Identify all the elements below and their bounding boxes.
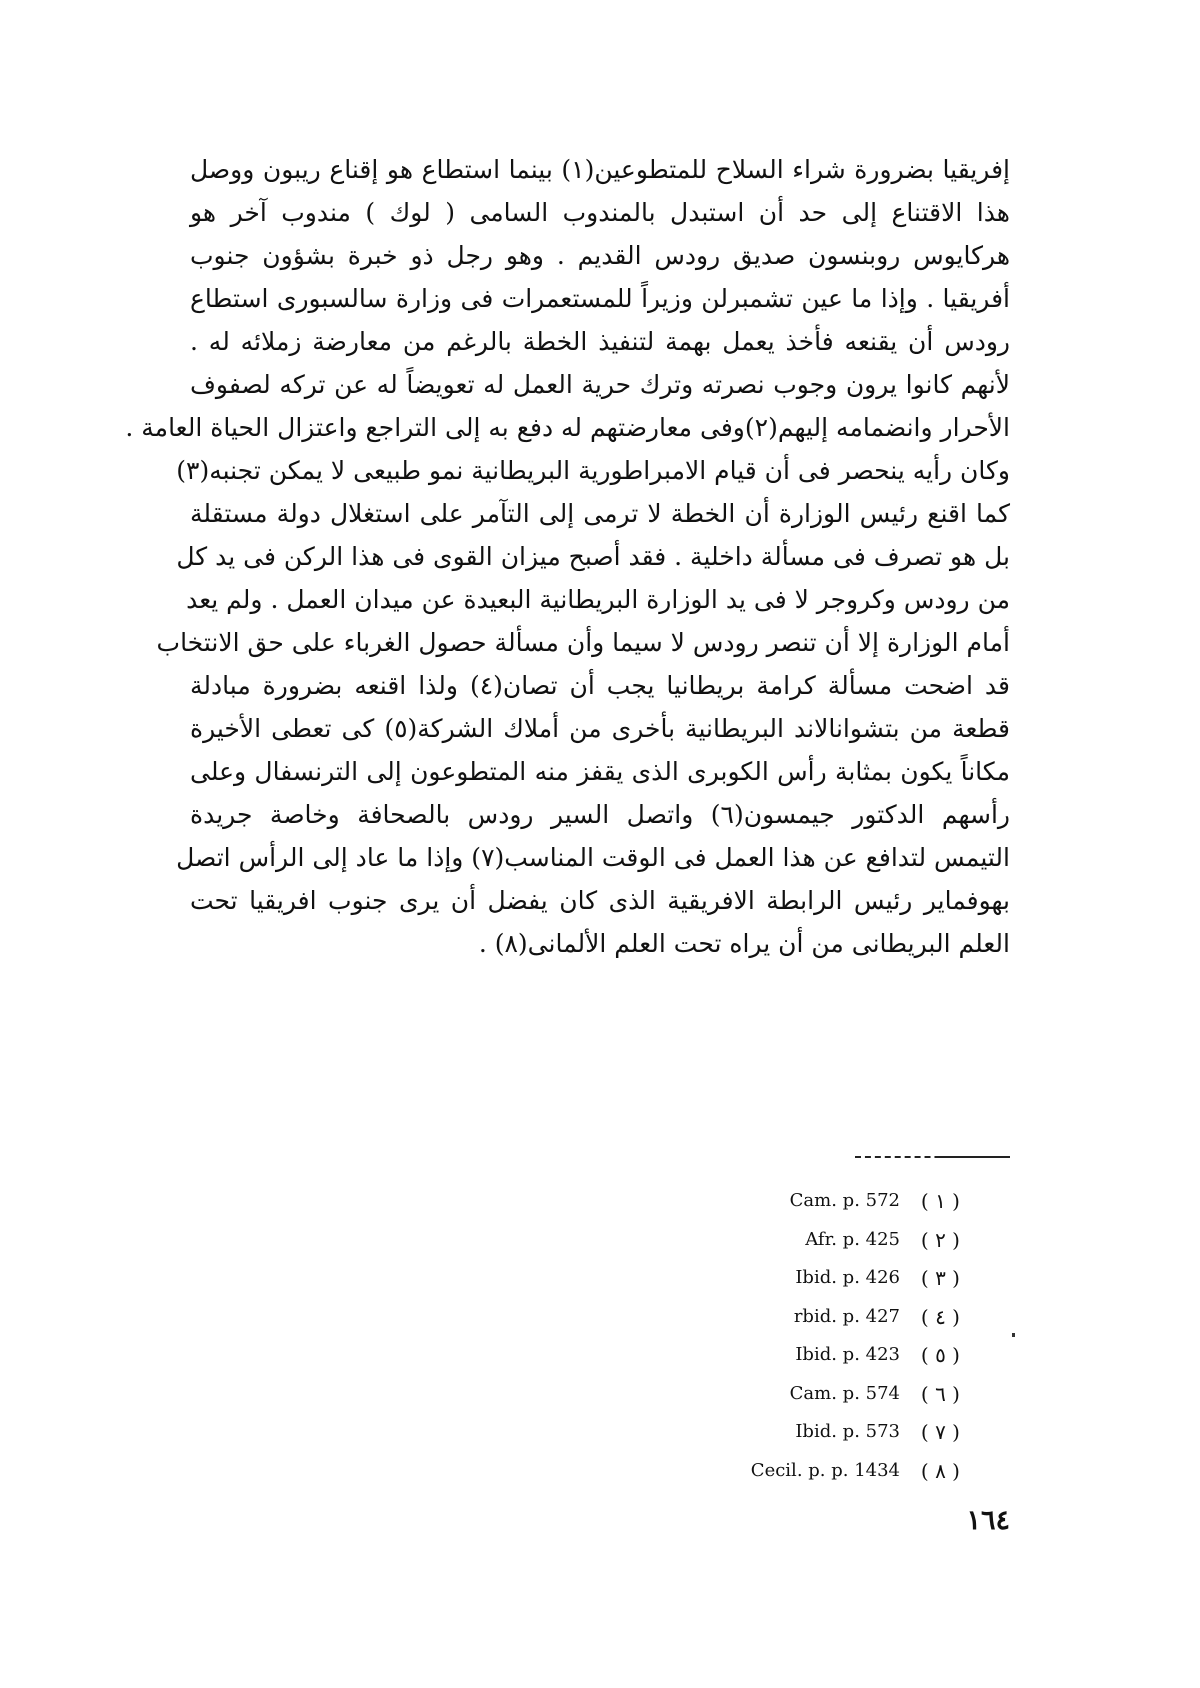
text-line: إفريقيا بضرورة شراء السلاح للمتطوعين(١) بينما استطاع هو إقناع ريبون ووصل (190, 155, 1010, 184)
footnote-reference: Ibid. p. 423 (795, 1344, 900, 1365)
text-line: التيمس لتدافع عن هذا العمل فى الوقت المناسب(٧) وإذا ما عاد إلى الرأس اتصل (176, 843, 1010, 872)
text-line: لأنهم كانوا يرون وجوب نصرته وترك حرية العمل له تعويضاً له عن تركه لصفوف (190, 370, 1010, 399)
text-line: أفريقيا . وإذا ما عين تشمبرلن وزيراً للمستعمرات فى وزارة سالسبورى استطاع (190, 284, 1010, 313)
footnote-reference: Cam. p. 572 (789, 1190, 900, 1211)
footnote (680, 1259, 960, 1298)
text-line: بل هو تصرف فى مسألة داخلية . فقد أصبح ميزان القوى فى هذا الركن فى يد كل (176, 542, 1010, 571)
footnote (680, 1336, 960, 1375)
footnote (680, 1182, 960, 1221)
footnote (680, 1221, 960, 1260)
text-line: مكاناً يكون بمثابة رأس الكوبرى الذى يقفز منه المتطوعون إلى الترنسفال وعلى (190, 757, 1010, 786)
footnote-number: ( ٢ ) (920, 1227, 960, 1252)
text-line: بهوفماير رئيس الرابطة الافريقية الذى كان يفضل أن يرى جنوب افريقيا تحت (190, 886, 1010, 915)
footnote-reference: rbid. p. 427 (793, 1305, 900, 1327)
footnote (680, 1413, 960, 1452)
footnote-reference: Cecil. p. p. 1434 (750, 1459, 900, 1481)
footnote-reference: Cam. p. 574 (789, 1382, 900, 1404)
footnote-reference: Afr. p. 425 (805, 1228, 900, 1250)
text-line: الأحرار وانضمامه إليهم(٢)وفى معارضتهم له دفع به إلى التراجع واعتزال الحياة العامة . (125, 413, 1010, 442)
footnote-number: ( ٣ ) (920, 1266, 960, 1290)
footnote (680, 1452, 960, 1491)
footnote-number: ( ٥ ) (920, 1343, 960, 1367)
footnote-reference: Ibid. p. 426 (795, 1267, 900, 1288)
text-line: أمام الوزارة إلا أن تنصر رودس لا سيما وأن مسألة حصول الغرباء على حق الانتخاب (156, 628, 1010, 657)
text-line: قد اضحت مسألة كرامة بريطانيا يجب أن تصان(٤) ولذا اقنعه بضرورة مبادلة (190, 671, 1010, 700)
footnote (680, 1298, 960, 1337)
footnote-number: ( ١ ) (920, 1189, 960, 1213)
footnote-reference: Ibid. p. 573 (795, 1421, 900, 1442)
text-line: رودس أن يقنعه فأخذ يعمل بهمة لتنفيذ الخطة بالرغم من معارضة زملائه له . (190, 327, 1010, 356)
footnote-number: ( ٦ ) (920, 1381, 960, 1406)
footnote-number: ( ٧ ) (920, 1420, 960, 1444)
page-number: ١٦٤ (966, 1505, 1010, 1536)
text-line: من رودس وكروجر لا فى يد الوزارة البريطانية البعيدة عن ميدان العمل . ولم يعد (186, 585, 1010, 614)
scan-speck (1012, 1333, 1015, 1337)
text-line: هركايوس روبنسون صديق رودس القديم . وهو رجل ذو خبرة بشؤون جنوب (190, 241, 1010, 270)
text-line: رأسهم الدكتور جيمسون(٦) واتصل السير رودس بالصحافة وخاصة جريدة (190, 800, 1010, 829)
text-line: وكان رأيه ينحصر فى أن قيام الامبراطورية البريطانية نمو طبيعى لا يمكن تجنبه(٣) (176, 456, 1010, 485)
footnote-number: ( ٤ ) (920, 1304, 960, 1329)
text-line: العلم البريطانى من أن يراه تحت العلم الألمانى(٨) . (478, 929, 1010, 958)
footnote-separator-solid (935, 1156, 1010, 1158)
text-line: هذا الاقتناع إلى حد أن استبدل بالمندوب السامى ( لوك ) مندوب آخر هو (190, 198, 1010, 227)
footnotes (680, 1182, 960, 1490)
text-line: كما اقنع رئيس الوزارة أن الخطة لا ترمى إلى التآمر على استغلال دولة مستقلة (190, 499, 1010, 528)
body-text (125, 148, 1010, 965)
text-line: قطعة من بتشوانالاند البريطانية بأخرى من أملاك الشركة(٥) كى تعطى الأخيرة (190, 714, 1010, 743)
footnote (680, 1375, 960, 1414)
footnote-number: ( ٨ ) (920, 1458, 960, 1483)
